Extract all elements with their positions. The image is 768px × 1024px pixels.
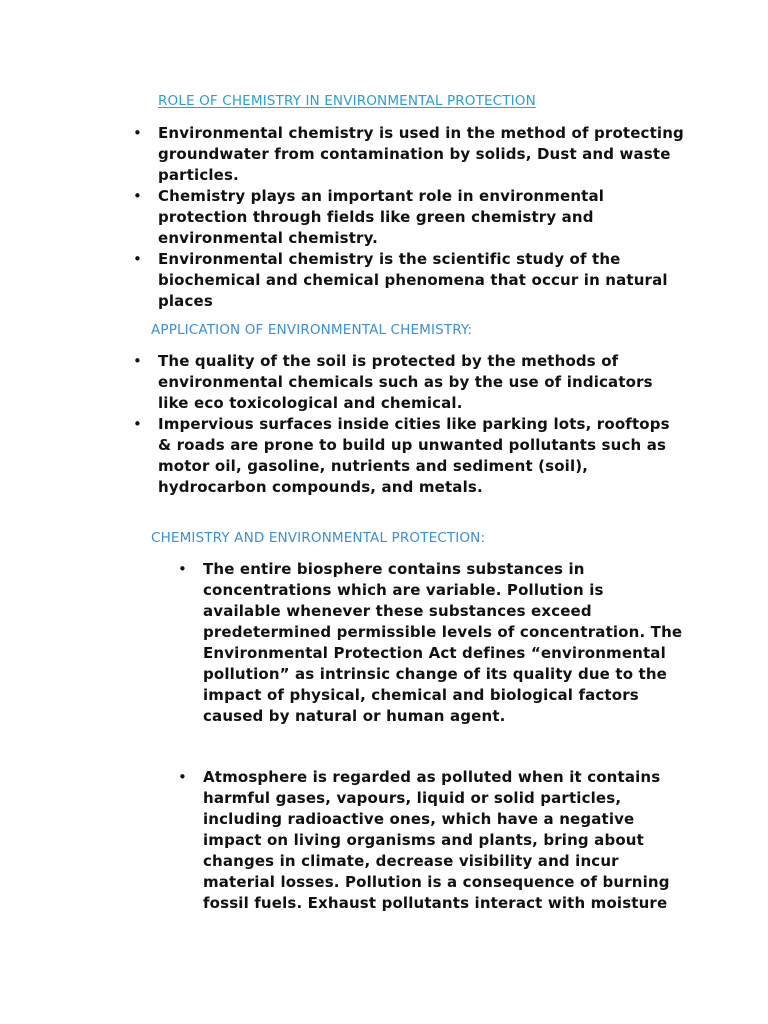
list-item [133, 351, 718, 414]
list-item [133, 186, 718, 249]
bullet-list-protection-continued [178, 767, 723, 914]
list-item-text: Atmosphere is regarded as polluted when it contains harmful gases, vapours, liquid or solid particles, including radioactive ones, which have a negative impact on living organisms and plants, bring about changes in climate, decrease visibility and incur material losses. Pollution is a consequence of burning fossil fuels. Exhaust pollutants interact with moisture [203, 768, 670, 912]
bullet-icon: • [178, 768, 187, 786]
list-item-text: Environmental chemistry is used in the method of protecting groundwater from contamination by solids, Dust and waste particles. [158, 124, 684, 184]
list-item [178, 559, 723, 727]
list-item-text: Chemistry plays an important role in environmental protection through fields like green chemistry and environmental chemistry. [158, 187, 605, 247]
list-item [178, 767, 723, 914]
bullet-icon: • [133, 415, 142, 433]
bullet-list-role [133, 123, 718, 312]
section-heading-application: APPLICATION OF ENVIRONMENTAL CHEMISTRY: [151, 322, 473, 338]
list-item [133, 414, 718, 498]
bullet-icon: • [133, 187, 142, 205]
bullet-icon: • [178, 560, 187, 578]
bullet-icon: • [133, 352, 142, 370]
list-item-text: Impervious surfaces inside cities like parking lots, rooftops & roads are prone to build up unwanted pollutants such as motor oil, gasoline, nutrients and sediment (soil), hydrocarbon compounds, and metals. [158, 415, 670, 496]
list-item-text: The entire biosphere contains substances in concentrations which are variable. Pollution is available whenever these substances exceed predetermined permissible levels of concentration. The Environmental Protection Act defines “environmental pollution” as intrinsic change of its quality due to the impact of physical, chemical and biological factors caused by natural or human agent. [203, 560, 683, 725]
list-item [133, 249, 718, 312]
bullet-icon: • [133, 250, 142, 268]
bullet-list-application [133, 351, 718, 498]
bullet-list-protection [178, 559, 723, 727]
section-heading-chemistry-protection: CHEMISTRY AND ENVIRONMENTAL PROTECTION: [151, 530, 486, 546]
list-item-text: Environmental chemistry is the scientific study of the biochemical and chemical phenomena that occur in natural places [158, 250, 668, 310]
section-heading-role-of-chemistry: ROLE OF CHEMISTRY IN ENVIRONMENTAL PROTECTION [158, 93, 536, 109]
bullet-icon: • [133, 124, 142, 142]
list-item [133, 123, 718, 186]
list-item-text: The quality of the soil is protected by the methods of environmental chemicals such as by the use of indicators like eco toxicological and chemical. [158, 352, 653, 412]
